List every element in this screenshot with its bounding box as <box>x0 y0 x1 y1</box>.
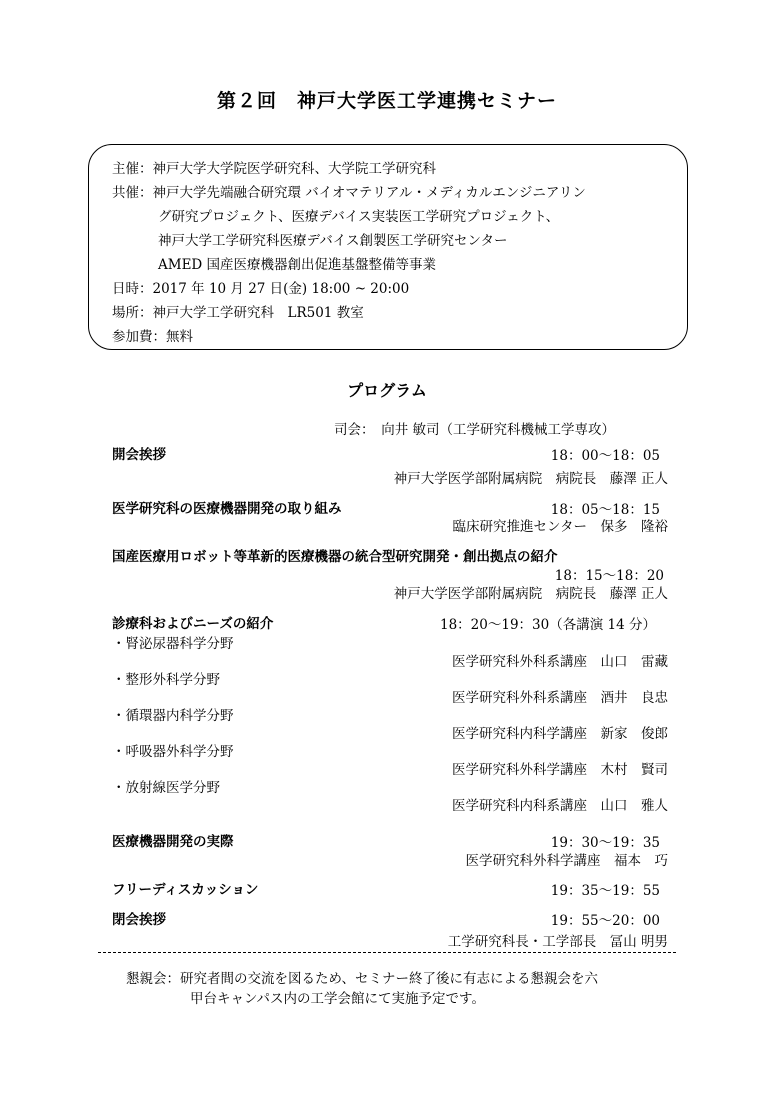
cosponsor-line-3: 神戸大学工学研究科医療デバイス創製医工学研究センター <box>158 233 508 249</box>
field-1: ・腎泌尿器科学分野 <box>112 636 234 652</box>
closing-speaker: 工学研究科長・工学部長 冨山 明男 <box>447 934 668 950</box>
item4-time: 19：30〜19：35 <box>550 835 660 851</box>
place-line: 場所：神戸大学工学研究科 LR501 教室 <box>112 305 364 321</box>
closing-time: 19：55〜20：00 <box>550 913 660 929</box>
item2-time: 18：15〜18：20 <box>554 568 664 584</box>
cosponsor-line-1: 共催：神戸大学先端融合研究環 バイオマテリアル・メディカルエンジニアリン <box>112 185 586 201</box>
field-2: ・整形外科学分野 <box>112 672 220 688</box>
item5-time: 19：35〜19：55 <box>550 883 660 899</box>
opening-speaker: 神戸大学医学部附属病院 病院長 藤澤 正人 <box>393 471 668 487</box>
item2-label: 国産医療用ロボット等革新的医療機器の統合型研究開発・創出拠点の紹介 <box>112 549 558 565</box>
datetime-line: 日時：2017 年 10 月 27 日(金) 18:00 ~ 20:00 <box>112 281 410 297</box>
item1-speaker: 臨床研究推進センター 保多 隆裕 <box>452 519 668 535</box>
field-4-speaker: 医学研究科外科学講座 木村 賢司 <box>452 762 668 778</box>
closing-label: 閉会挨拶 <box>112 912 166 928</box>
opening-time: 18：00〜18：05 <box>550 448 660 464</box>
item2-speaker: 神戸大学医学部附属病院 病院長 藤澤 正人 <box>393 586 668 602</box>
fee-line: 参加費：無料 <box>112 329 193 345</box>
cosponsor-line-4: AMED 国産医療機器創出促進基盤整備等事業 <box>158 257 437 273</box>
dashed-divider <box>98 952 676 953</box>
opening-label: 開会挨拶 <box>112 447 166 463</box>
item3-time: 18：20〜19：30（各講演 14 分） <box>440 617 656 633</box>
field-1-speaker: 医学研究科外科系講座 山口 雷藏 <box>452 654 668 670</box>
mc-line: 司会： 向井 敏司（工学研究科機械工学専攻） <box>334 422 616 438</box>
field-3: ・循環器内科学分野 <box>112 708 234 724</box>
field-4: ・呼吸器外科学分野 <box>112 744 234 760</box>
field-3-speaker: 医学研究科内科学講座 新家 俊郎 <box>452 726 668 742</box>
item1-label: 医学研究科の医療機器開発の取り組み <box>112 501 342 517</box>
field-2-speaker: 医学研究科外科系講座 酒井 良忠 <box>452 690 668 706</box>
item4-label: 医療機器開発の実際 <box>112 834 234 850</box>
field-5: ・放射線医学分野 <box>112 780 220 796</box>
program-heading: プログラム <box>347 381 427 400</box>
item5-label: フリーディスカッション <box>112 882 259 898</box>
item1-time: 18：05〜18：15 <box>550 502 660 518</box>
footer-line-1: 懇親会：研究者間の交流を図るため、セミナー終了後に有志による懇親会を六 <box>126 971 598 987</box>
item3-label: 診療科およびニーズの紹介 <box>112 616 274 632</box>
organizer-line: 主催：神戸大学大学院医学研究科、大学院工学研究科 <box>112 161 436 177</box>
cosponsor-line-2: グ研究プロジェクト、医療デバイス実装医工学研究プロジェクト、 <box>158 209 560 225</box>
item4-speaker: 医学研究科外科学講座 福本 巧 <box>465 853 668 869</box>
page-title: 第２回 神戸大学医工学連携セミナー <box>216 90 557 112</box>
field-5-speaker: 医学研究科内科系講座 山口 雅人 <box>452 798 668 814</box>
footer-line-2: 甲台キャンパス内の工学会館にて実施予定です。 <box>190 991 485 1007</box>
